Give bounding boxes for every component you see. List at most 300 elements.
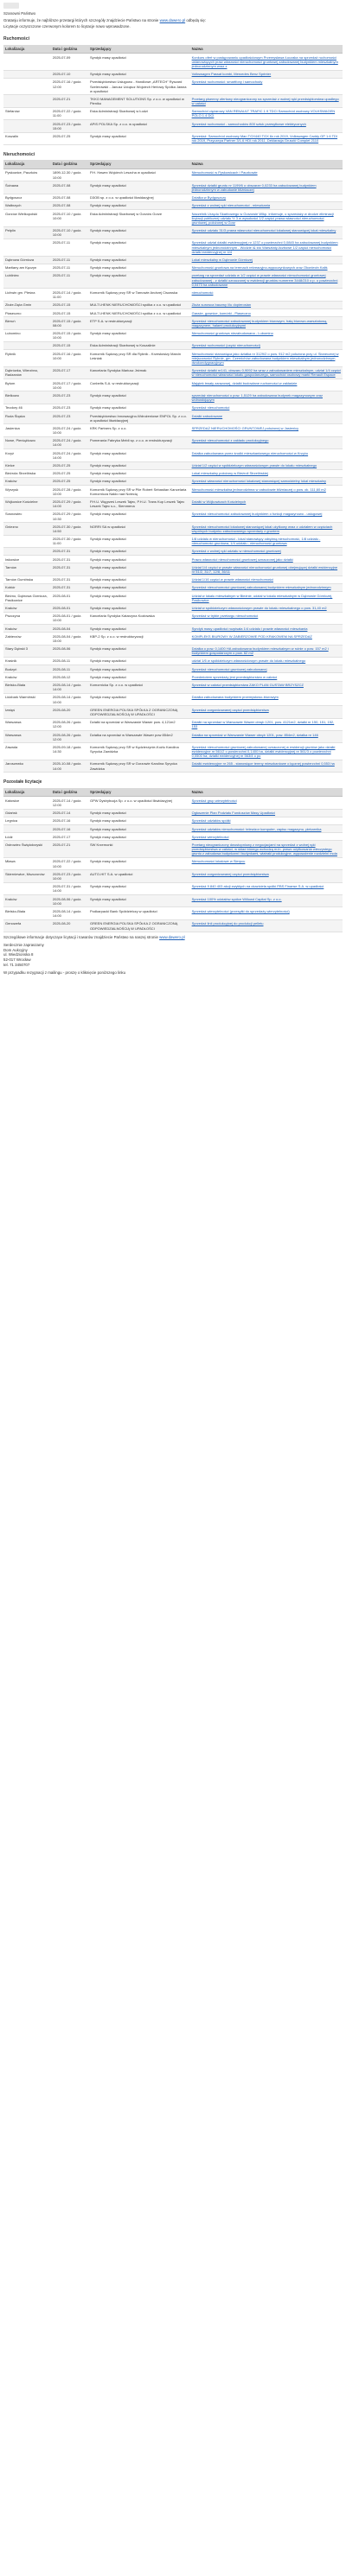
cell-loc [3, 239, 51, 256]
cell-name [190, 535, 343, 547]
signature-line: tel. 71 3450707 [3, 962, 30, 967]
cell-date: 2025-07-25 [51, 477, 88, 485]
table-row [3, 70, 343, 78]
table-row [3, 107, 343, 119]
cell-loc: Dąbrowa Górnicza [3, 256, 51, 264]
cell-loc: Stary Dębski 3 [3, 645, 51, 657]
cell-name [190, 576, 343, 583]
table-row [3, 841, 343, 858]
cell-seller: Syndyk masy upadłości [88, 576, 190, 583]
cell-loc: Lidzbark Warmiński [3, 693, 51, 705]
cell-name [190, 449, 343, 461]
intro-text-end: odbędą się: [185, 17, 207, 22]
cell-seller: Syndyk masy upadłości [88, 882, 190, 894]
cell-date: 2025-07-17 [51, 366, 88, 378]
cell-seller: Syndyk masy upadłości [88, 477, 190, 485]
cell-name [190, 857, 343, 869]
cell-seller: Syndyk masy upadłości [88, 132, 190, 144]
cell-date: 2025-08-01 [51, 592, 88, 604]
auction-link[interactable]: Sprzedaż linii produkcyjnej do produkcji pelletu [191, 921, 264, 926]
cell-date: 2025-07-14 [51, 809, 88, 817]
cell-loc [3, 54, 51, 71]
auction-link[interactable]: 1/8 udziału w nieruchomości - lokal stanowiący odrębną nieruchomość, 1/8 udziału - nieruchomość gruntowa, 1/4 udziału - nieruchomość gruntowa [191, 537, 321, 546]
auction-link[interactable]: Udział w spółdzielczym własnościowym prawie do lokalu mieszkalnego o pow. 31,40 m2 [191, 605, 327, 610]
table-row [3, 731, 343, 743]
auction-link[interactable]: Sprzedaż działki gruntu nr 1199/6 o obszarze 0,0233 ha zabudowanej budynkiem jednorodzinnym w zabudowie bliźniaczej [191, 182, 317, 192]
auction-link[interactable]: Sprzedaż ruchomości (część nieruchomości) [191, 343, 260, 348]
cell-date: 2025-08-04 [51, 625, 88, 633]
auction-link[interactable]: Konkurs ofert w postępowaniu upadłościowym Przemysława Łuczaka na sprzedaż ruchomości ustanowiących praw własności nieruchomości gruntowej zabudowanej budynkiem mieszkalnym jednorodzinnym wraz z [191, 54, 338, 68]
table-row [3, 289, 343, 301]
cell-date: 2025-07-28 / godz. 10:00 [51, 486, 88, 498]
auction-link[interactable]: Sprzedaż wierzytelności (przesyłki do sprzedaży wierzytelności) [191, 908, 290, 913]
cell-name [190, 612, 343, 624]
cell-name [190, 797, 343, 809]
auction-link[interactable]: Nieruchomość mieszkalna jednorodzinna w zabudowie bliźniaczej o pow. ok. 111,60 m2 [191, 487, 326, 492]
auction-link[interactable]: Sprzedaż z wolnej ręki nieruchomości - mieszkania [191, 203, 271, 208]
table-row [3, 436, 343, 448]
cell-name [190, 256, 343, 264]
auction-link[interactable]: przetarg na sprzedaż udziału w 1/2 części w prawie własności nieruchomości gruntowej zabudowanej - z działki oznaczonej w ewidencji gruntów numerem 3448/210 o p. o powierzchni 0,0473 ha zabudowane [191, 273, 338, 287]
column-header-seller: Sprzedający [88, 45, 190, 54]
cell-loc: Łódź [3, 833, 51, 841]
cell-seller: Syndyk masy upadłości [88, 895, 190, 907]
auction-link[interactable]: Sprzedaż własności nieruchomości lokalowej stanowiącej samodzielny lokal mieszkalny [191, 479, 326, 484]
cell-name [190, 657, 343, 665]
table-row [3, 341, 343, 349]
cell-name [190, 194, 343, 201]
cell-date: 2025-07-16 / godz. 10:00 [51, 350, 88, 367]
cell-loc: Piaseczno [3, 309, 51, 317]
cell-loc: Budzyń [3, 665, 51, 673]
auction-link[interactable]: Naczelnik Urzędu Skarbowego w Gorzowie Wlkp. informuje, o sprzedaży w drodze eliminacji licytacji publicznej udziału ½ 3 w wysokości 1/2 części prawa własności nieruchomości gruntowej, położonej w Gorz [191, 211, 334, 225]
table-row [3, 54, 343, 71]
auction-link[interactable]: Sprzedaż nieruchomości gruntowej zabudowanej budynkiem mieszkalnym jednorodzinnym [191, 585, 331, 590]
auction-link[interactable]: Działka o pow. 0,1400 HA zabudowana budynkiem mieszkalnym w ruinie o pow. 157 m2 i budynkiem gospodarczym o pow. 62 m2 [191, 646, 329, 656]
table-row [3, 449, 343, 461]
auction-link[interactable]: Złoża surowca baozwy i/lu dopierosian [191, 302, 252, 308]
table-row [3, 870, 343, 882]
auction-link[interactable]: Działka na sprzedaż w Warszawie Wawer obręb 1201, pow. 854m2, działka nr 146 [191, 732, 318, 737]
section-title: Ruchomości [3, 36, 30, 42]
table-row [3, 556, 343, 563]
cell-date: 2025-08-06 / godz. 10:00 [51, 895, 88, 907]
table-row [3, 469, 343, 477]
cell-seller: TKKO MANAGEMENT SOLUTIONS Sp. z o.o. w upadłości w Pieniku [88, 95, 190, 107]
auction-link[interactable]: Syndyk masy upadłości rozpisała 1/4 udziału i prawie własności mieszkania [191, 626, 308, 631]
cell-seller: Eska Administracji Skarbowej w Gorzów Gorze [88, 210, 190, 227]
cell-name [190, 477, 343, 485]
column-header-seller: Sprzedający [88, 788, 190, 797]
cell-seller: AUTO-HIT S.A. w upadłości [88, 870, 190, 882]
table-row [3, 673, 343, 681]
auction-link[interactable]: Przedmiotem sprzedaży jest przedsiębiorstwo w całości [191, 674, 278, 679]
cell-name [190, 309, 343, 317]
auction-link[interactable]: Działki ewidencyjne nr 265 - stanowiące tereny mieszkaniowe o łącznej powierzchni 0,553 ha [191, 761, 335, 766]
auction-link[interactable]: Sprzedaż nieruchomości lokalowej stanowiącej lokal użytkowy wraz z udziałem w częściach wspólnych budynku zabudowanego sprzedaży z gruntem [191, 524, 333, 533]
cell-name [190, 825, 343, 833]
cell-date: 2025-07-16 / godz. 12:00 [51, 78, 88, 95]
cell-name [190, 412, 343, 424]
cell-name [190, 870, 343, 882]
table-row [3, 919, 343, 932]
table-header-row [3, 160, 343, 169]
cell-seller: Komornik Sądowy przy SR w Tarnowie Andrzej Cisowska [88, 289, 190, 301]
auction-link[interactable]: Sprzedaż ruchomości: smartfony i samochody [191, 80, 263, 85]
auction-link[interactable]: Sprzedaż grup wierzytelności [191, 798, 237, 803]
cell-seller: MULTI-HENK NIERUCHOMOŚCI spółka z o.o. w upadłości [88, 301, 190, 308]
cell-seller: KRK Partners Sp. z o.o. [88, 424, 190, 436]
cell-loc: Pełplin [3, 226, 51, 239]
table-row [3, 271, 343, 289]
cell-loc [3, 78, 51, 95]
cell-date: 2025-08-20 [51, 706, 88, 718]
cell-loc: Ruda Śląska [3, 412, 51, 424]
cell-seller: Syndyk masy upadłości [88, 469, 190, 477]
cell-loc: Bielsko-Biała [3, 907, 51, 919]
cell-loc [3, 341, 51, 349]
auction-link[interactable]: Sprzedaż zorganizowanej części przedsiębiorstwa [191, 871, 269, 876]
table-row [3, 760, 343, 772]
cell-date: 2025-07-11 [51, 264, 88, 271]
auction-link[interactable]: Sprzedaż nieruchomości gruntowej zabudowanej [191, 666, 267, 671]
cell-loc: Bieżrola Strzelińska [3, 469, 51, 477]
cell-loc: Zawada [3, 743, 51, 760]
auction-link[interactable]: Działka w Bydgoszczy [191, 195, 227, 200]
table-row [3, 907, 343, 919]
auction-link[interactable]: Majątek trwały zarazowej, działki budowlane ruchomości w zakładzie [191, 380, 298, 385]
auction-link[interactable]: Sprzedaż nieruchomości zabudowanej budynkiem o funkcji magazynowo - usługowej [191, 512, 323, 517]
cell-date: 2025-07-09 [51, 54, 88, 71]
cell-date: 2025-07-31 [51, 563, 88, 576]
cell-name [190, 817, 343, 824]
cell-loc: Wójkowice Kościelne [3, 498, 51, 510]
column-header-location: Lokalizacja [3, 160, 51, 169]
table-row [3, 210, 343, 227]
cell-loc: Dąbrówka, Wierzbno, Radzanów [3, 366, 51, 378]
cell-loc: Warszawa [3, 731, 51, 743]
table-row [3, 256, 343, 264]
auction-link[interactable]: Sprzedaż nieruchomości zabudowanej budynkiem biurowym, halą biurowo-warsztatową, magazynem, halami produkcyjnymi [191, 318, 328, 328]
table-row [3, 412, 343, 424]
table-row [3, 809, 343, 817]
table-row [3, 833, 343, 841]
auction-link[interactable]: Przetarg nieograniczony dwustopniowy z negocjacjami na sprzedaż z wolnej ręki przedsiębiorstwa w całości, w skład którego wchodzą m.in. prawo użytkowania wieczystego gruntu z zabudowa budynkami i budynkami, wiatraki produkcyjne, wyposażenie rozdzielni mola [191, 842, 337, 856]
table-row [3, 681, 343, 693]
cell-name [190, 391, 343, 404]
cell-name [190, 181, 343, 194]
auction-link[interactable]: Ogłoszenie Plan Podziału Funduszów Masy Upadłości [191, 811, 276, 816]
cell-seller: Syndyk masy upadłości [88, 673, 190, 681]
cell-seller: Komornik Sądowy przy SR w Kędzierzynie-Koźlu Karolina Syrycka Zawidzka [88, 743, 190, 760]
cell-date: 2025-07-15 [51, 309, 88, 317]
intro-text: Gratanju informuje, że najbliższe przetargi których szczegóły znajdziecie Państwo na stronie [3, 17, 160, 22]
table-row [3, 329, 343, 341]
cell-name [190, 329, 343, 341]
auction-link[interactable]: Działka zabudowana przez środki mieszkaniowego nieruchomości w Krzyżu [191, 450, 309, 455]
cell-loc: Lichwin gm. Pleśna [3, 289, 51, 301]
cell-seller: Syndyk masy upadłości [88, 404, 190, 411]
cell-date: 2025-07-10 / godz. 10:00 [51, 226, 88, 239]
cell-seller: Syndyk masy upadłości [88, 817, 190, 824]
auction-link[interactable]: Działki zabudowane [191, 413, 223, 418]
cell-name [190, 907, 343, 919]
auction-link[interactable]: Sprzedaż z wolnej ręki udziału w nieruchomości gruntowej [191, 549, 281, 554]
cell-loc: Izwięś [3, 706, 51, 718]
cell-date: 2025-08-01 [51, 604, 88, 612]
cell-seller: APIS POLSKA Sp. z o.o. w upadłości [88, 120, 190, 132]
cell-date: 2025-08-11 [51, 657, 88, 665]
cell-seller: Komornik Sądowy przy SR w Pile Robert Sebastian Kancelaria Komornicza Nakło nad Notecią [88, 486, 190, 498]
auction-link[interactable]: sprzedaż nieruchomości o pow. 1,5129 ha zabudowana budynek magazynowym oraz wolnostojącym [191, 392, 324, 403]
cell-loc: Bytom [3, 379, 51, 391]
cell-name [190, 510, 343, 522]
cell-name [190, 604, 343, 612]
cell-name [190, 289, 343, 301]
cell-name [190, 625, 343, 633]
cell-loc: Pyskowice, Paczków [3, 169, 51, 181]
auction-link[interactable]: udział 1/6 w spółdzielczym własnościowym prawie do lokalu mieszkalnego [191, 658, 306, 664]
auction-link[interactable]: Sprzedaż nieruchomości [191, 405, 230, 410]
column-header-name: Nazwa [190, 788, 343, 797]
cell-name [190, 350, 343, 367]
cell-name [190, 132, 343, 144]
cell-date: 2025-07-31 [51, 547, 88, 555]
cell-name [190, 841, 343, 858]
table-row [3, 366, 343, 378]
cell-loc: Mława [3, 857, 51, 869]
auction-link[interactable]: Sprzedaż 100% udziałów spółce Willowd Capital Sp. z o.o. [191, 896, 282, 901]
table-row [3, 563, 343, 576]
signature-line: ul. Wiedzionska 8 [3, 952, 34, 957]
cell-name [190, 665, 343, 673]
cell-date: 2025-09-18 / godz. 14:30 [51, 743, 88, 760]
auction-link[interactable]: Nieruchomość gruntowa na terenach rekreacyjno-wypoczynkowych oraz Okoniecin Kaliś [191, 265, 328, 270]
cell-loc: Tarnów [3, 563, 51, 576]
cell-date: 2025-07-11 [51, 256, 88, 264]
auction-link[interactable]: Sprzedaż nieruchomości z zakładu produkcyjnego [191, 438, 269, 443]
cell-seller: Eska Administracji Skarbowej w Koszalinie [88, 341, 190, 349]
cell-seller: P.H.U. Węgrześ Leszek Tajec, P.H.U. Trans Kup Leszek Tajec Leszek Tajec s.c., Siemmena [88, 498, 190, 510]
auction-table [3, 160, 343, 773]
auction-link[interactable]: Nieruchomość stanowiąca jako działka nr 3129/2 o pow. 912 m2 położona przy ul. Słonecznej w miejscowości Rybnie, gm. Czernichów zabudowana budynkiem mieszkalnym jednorodzinnym dwukondygnacyjnym [191, 351, 339, 365]
cell-name [190, 424, 343, 436]
cell-name [190, 706, 343, 718]
table-row [3, 194, 343, 201]
cell-seller: Conbelts S.A. w restrukturyzacji [88, 379, 190, 391]
table-row [3, 535, 343, 547]
cell-name [190, 461, 343, 469]
intro-paragraph [3, 18, 343, 23]
cell-loc: Lubliniec [3, 271, 51, 289]
table-row [3, 523, 343, 535]
auction-link[interactable]: Sprzedaż nieruchomości gruntowej zabudowanej oznaczonej w ewidencji gruntów jako działki ewidencyjne nr 561/2 o powierzchni 0,1400 ha, działki ewidencyjnej nr 561/3 o powierzchni 0,0500 ha, działki ewidencyjnej nr 563/4 o po [191, 744, 336, 759]
cell-name [190, 882, 343, 894]
cell-loc: Nowe, Pieniążkowo [3, 436, 51, 448]
cell-loc [3, 825, 51, 833]
cell-name [190, 718, 343, 730]
cell-seller: Syndyk masy upadłości [88, 535, 190, 547]
table-row [3, 264, 343, 271]
auction-link[interactable]: Samochód ciężarowy VAN RENAULT TRAFIC 1.9 TDCI Samochód osobowy VOLKSWAGEN POLO 1.4 DCI [191, 109, 336, 118]
cell-name [190, 120, 343, 132]
cell-date: 2025-07-31 [51, 556, 88, 563]
auction-link[interactable]: Sprzedaż wierzytelności [191, 834, 229, 839]
cell-seller: Syndyk masy upadłości [88, 825, 190, 833]
table-row [3, 510, 343, 522]
cell-seller: Syndyk masy upadłości [88, 665, 190, 673]
section-title: Pozostałe licytacje [3, 779, 42, 786]
auction-link[interactable]: Prawo własności nieruchomości gruntowej oznaczonej jako działki [191, 557, 293, 562]
auction-link[interactable]: Volkswagen Passat kombi, Mercedes Benz Sprinter [191, 72, 272, 77]
auction-link[interactable]: SPRZEDAŻ NIERUCHOMOŚCI GRUNTOWEJ położonej w Jasienicy [191, 425, 299, 430]
column-header-date: Data i godzina [51, 160, 88, 169]
auction-link[interactable]: Działka zabudowana budynkiem przemysłowo-biurowym [191, 695, 279, 700]
cell-date: 2025-07-16 [51, 825, 88, 833]
cell-seller: Komornik Sądowy przy SR w Gorzowie Karolina Syrycka Zawidzka [88, 760, 190, 772]
cell-name [190, 70, 343, 78]
cell-loc: Warszawa [3, 718, 51, 730]
table-row [3, 625, 343, 633]
cell-name [190, 201, 343, 209]
auction-link[interactable]: Przetarg pisemny ofertowy nieograniczony na sprzedaż z wolnej ręki przedsiębiorstwa upadłego w całości [191, 96, 339, 106]
cell-loc: Wyrzysk [3, 486, 51, 498]
email-page [0, 0, 346, 983]
cell-date: 2025-07-21 [51, 841, 88, 858]
cell-date: 2025-07-30 / godz. 14:50 [51, 523, 88, 535]
cell-loc: Genowefa [3, 919, 51, 932]
cell-seller: Syndyk masy upadłości [88, 449, 190, 461]
cell-date: 2025-08-06 [51, 645, 88, 657]
auction-link[interactable]: Nieruchomość w Pyskowicach i Paczkowie [191, 170, 258, 175]
cell-date: 2025-07-17 [51, 833, 88, 841]
auction-link[interactable]: Sprzedaż w całości przedsiębiorstwa ZAKO PLAN GUSTAW BRZYSZCZ [191, 683, 304, 687]
cell-seller: Syndyk masy upadłości [88, 857, 190, 869]
auction-sections [3, 36, 343, 932]
auction-link[interactable]: Udział 1/2 części w spółdzielczym własnościowym prawie do lokalu mieszkalnego [191, 463, 317, 467]
table-row [3, 857, 343, 869]
cell-loc: Kielce [3, 461, 51, 469]
cell-seller: Działki na sprzedaż w Warszawie Wawer pow. 4,121m2 [88, 718, 190, 730]
table-row [3, 633, 343, 645]
auction-link[interactable]: Sprzedaż ruchomości - samochodów 800 sztuk przesyłkowe elektrycznych [191, 121, 306, 126]
table-row [3, 301, 343, 308]
cell-date: 1899-12-30 / godz. 10:00 [51, 169, 88, 181]
auction-link[interactable]: Garaże, gownice, komórki - Piaseczno [191, 310, 251, 315]
cell-name [190, 743, 343, 760]
cell-name [190, 645, 343, 657]
cell-name [190, 78, 343, 95]
cell-loc: Skierniewice, Mszczonów [3, 870, 51, 882]
cell-name [190, 469, 343, 477]
cell-date: 2025-07-23 / godz. 15:00 [51, 120, 88, 132]
table-row [3, 461, 343, 469]
cell-name [190, 681, 343, 693]
auction-link[interactable]: Działki na sprzedaż w Warszawie Wawer obręb 1201, pow. 4121m2, działki nr 150, 151, 152, 153 [191, 720, 335, 729]
cell-date: 2025-07-25 [51, 132, 88, 144]
cell-loc: Bydgoszcz [3, 194, 51, 201]
auction-link[interactable]: Sprzedaż udziałów spółki [191, 818, 231, 824]
cell-seller: Syndyk masy upadłości [88, 256, 190, 264]
auction-link[interactable]: KOMPLEKS BIUROWY W ZABIERZOWIE POD KRAKOWEM NA SPRZEDAŻ [191, 633, 312, 639]
auction-link[interactable]: Działki w Wójkowicach Kościelnych [191, 499, 247, 504]
table-row [3, 120, 343, 132]
auction-link[interactable]: Sprzedaż: Samochód osobowy Man TGX440 TGX 6x rok 2019, Volkswagen Caddy GP 1.6 TDI rok 2019, Przyczepa Partner 3/1.6 HDI rok 2011, Deklaracja Gruszki Complet 2110 [191, 134, 338, 143]
auction-link[interactable]: Sprzedaż działki nr141, obszaru 0,9092 ha wraz z zabudowaniem mieszkalnym, udział 1/4 części w nieruchomości wlasności lokalu gospodarczego, samochód osobowy marki Renault Espace [191, 368, 341, 378]
table-row [3, 201, 343, 209]
table-row [3, 486, 343, 498]
cell-seller: Syndyk masy upadłości [88, 54, 190, 71]
auction-link[interactable]: nieruchomość [191, 289, 214, 295]
cell-name [190, 583, 343, 591]
auction-link[interactable]: Sprzedaż zorganizowanej części przedsiębiorstwa [191, 707, 269, 712]
cell-name [190, 833, 343, 841]
auction-link[interactable]: Sprzedaż udziału 31/3 prawa własności nieruchomości lokalowej stanowiącej lokal mieszkalny [191, 228, 336, 233]
website-link[interactable]: www.dawero.pl [159, 17, 186, 22]
cell-loc: Zabierzów [3, 633, 51, 645]
auction-link[interactable]: Sprzedaż w trybie przetargu nieruchomości [191, 614, 259, 619]
cell-date: 2025-07-29 / godz. 10:30 [51, 510, 88, 522]
auction-link[interactable]: Udział 1/4 części w prawie własności nieruchomości gruntowej obejmującej działki ewidencyjne nr 51/2, 31/7, 12/8, 36/11 [191, 564, 338, 574]
cell-loc: Pszczyna [3, 612, 51, 624]
auction-link[interactable]: Sprzedaż 9 840 403 akcji zwykłych na okaziciela spółki PBS Finanse S.A. w upadłości [191, 884, 324, 889]
footer-website-link[interactable]: www.dawero.pl [159, 935, 185, 940]
cell-loc: Tarnów Gumińska [3, 576, 51, 583]
auction-table [3, 45, 343, 145]
auction-link[interactable]: Udział w lokalu mieszkalnym w Bieżnie, udział w lokalu mieszkalnym w Dąbrowie Górniczej, Pasikowice [191, 593, 333, 602]
cell-loc [3, 95, 51, 107]
table-row [3, 95, 343, 107]
cell-date: 2025-07-23 / godz. 10:00 [51, 870, 88, 882]
table-row [3, 547, 343, 555]
cell-seller: Kancelaria Syndyka Mariusz Jeżmak [88, 366, 190, 378]
cell-loc [3, 120, 51, 132]
cell-seller: Syndyk masy upadłości [88, 510, 190, 522]
table-row [3, 693, 343, 705]
cell-date: 2025-07-22 / godz. 11:00 [51, 107, 88, 119]
cell-name [190, 563, 343, 576]
cell-loc: Koszalin [3, 132, 51, 144]
cell-seller: Syndyk masy upadłości [88, 592, 190, 604]
auction-link[interactable]: Sprzedaż udziałów nieruchomości: telewizor komputer, zapisu magazynu, piekarnika [191, 826, 322, 831]
cell-loc: Bieruń [3, 317, 51, 329]
auction-link[interactable]: Lokal mieszkalny w Dąbrowie Górniczej [191, 258, 253, 262]
signature-line: 52-017 Wrocław [3, 957, 31, 963]
cell-seller: GREEN ENERGIA POLSKA SPÓŁKA Z OGRANICZONĄ ODPOWIEDZIALNOŚCIĄ W UPADŁOŚCI [88, 706, 190, 718]
cell-name [190, 919, 343, 932]
cell-seller: Działka na sprzedaż w Warszawie Wawer pow 854m2 [88, 731, 190, 743]
cell-seller: Syndyk masy upadłości [88, 625, 190, 633]
table-row [3, 379, 343, 391]
cell-date: 2025-07-30 / godz. 11:00 [51, 535, 88, 547]
cell-date: 2025-07-17 / godz. 10:00 [51, 379, 88, 391]
footer-info [3, 935, 343, 940]
auction-link[interactable]: Nieruchomości gruntowa niezabudowana - Lubomino [191, 331, 273, 336]
unsubscribe-note: W przypadku rezygnacji z mailingu - proszę o kliknięcie poniższego linku [3, 970, 126, 975]
table-row [3, 592, 343, 604]
cell-seller: Kancelaria Syndyka Katarzyna Kozłowska [88, 612, 190, 624]
cell-name [190, 556, 343, 563]
signature-line: Dom Aukcyjny [3, 947, 28, 952]
cell-seller: Przedsiębiorstwo Innowacyjno-Wdrożeniowe ENPOL Sp. z o.o. w upadłości likwidacyjnej [88, 412, 190, 424]
cell-name [190, 693, 343, 705]
cell-date: 2025-07-11 [51, 239, 88, 256]
auction-link[interactable]: Sprzedaż udział działki ewidencyjnej nr 1237 o powierzchni 0,0845 ha zabudowanej budynkiem mieszkalnym jednorodzinnym - Wodzie i& kto Warsztaty-liczbowe 1/2 części nieruchomości działki ewidencyjnej nr 4/4 [191, 240, 338, 254]
cell-seller: P.H. Hawex Wojciech Leszcha w upadłości [88, 169, 190, 181]
auction-link[interactable]: Udział 1/16 części w prawie własności nieruchomości [191, 577, 274, 582]
auction-link[interactable]: Nieruchomości lokalowe w Sierpcu [191, 859, 246, 864]
auction-link[interactable]: Lokal mieszkalny położony w Bieżroli Strzelińskiej [191, 471, 268, 476]
